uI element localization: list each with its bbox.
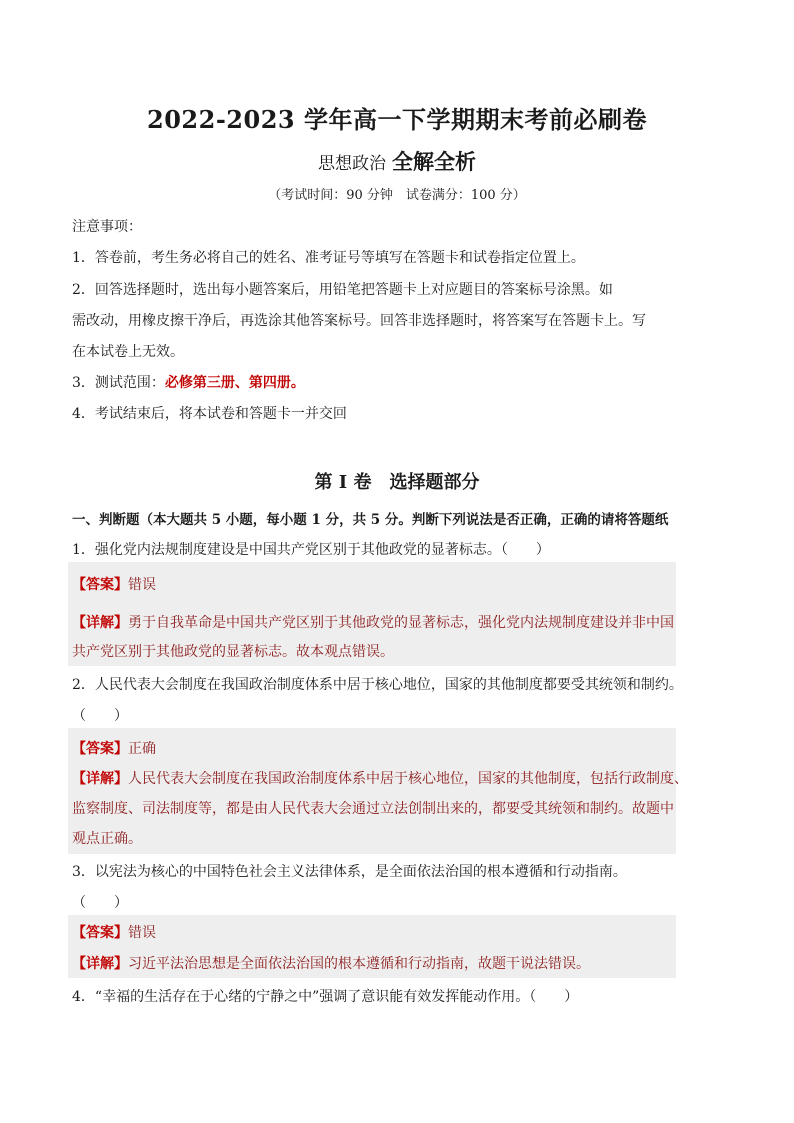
question-1: 1．强化党内法规制度建设是中国共产党区别于其他政党的显著标志。（ ） bbox=[72, 542, 550, 558]
answer-line-2 bbox=[72, 738, 156, 758]
detail-tag: 【详解】 bbox=[72, 615, 128, 631]
detail-tag: 【详解】 bbox=[72, 956, 128, 972]
answer-line-1 bbox=[72, 574, 156, 594]
note-item-3 bbox=[72, 372, 305, 392]
detail-text: 勇于自我革命是中国共产党区别于其他政党的显著标志，强化党内法规制度建设并非中国 bbox=[128, 615, 674, 631]
note-item-4: 4．考试结束后，将本试卷和答题卡一并交回 bbox=[72, 406, 347, 422]
test-range: 必修第三册、第四册。 bbox=[164, 375, 305, 391]
question-3-line-1: 3．以宪法为核心的中国特色社会主义法律体系，是全面依法治国的根本遵循和行动指南。 bbox=[72, 864, 627, 880]
note-item-3-prefix: 3．测试范围： bbox=[72, 375, 165, 391]
detail-line-1 bbox=[72, 768, 688, 788]
question-2-line-1: 2．人民代表大会制度在我国政治制度体系中居于核心地位，国家的其他制度都要受其统领和制约。 bbox=[72, 677, 683, 693]
note-item-2-line-2: 需改动，用橡皮擦干净后，再选涂其他答案标号。回答非选择题时，将答案写在答题卡上。写 bbox=[72, 313, 646, 329]
note-item-1: 1．答卷前，考生务必将自己的姓名、准考证号等填写在答题卡和试卷指定位置上。 bbox=[72, 250, 585, 266]
document-title: 2022-2023 学年高一下学期期末考前必刷卷 bbox=[147, 105, 647, 134]
answer-value: 错误 bbox=[128, 925, 156, 941]
answer-value: 正确 bbox=[128, 741, 156, 757]
exam-info: （考试时间：90 分钟 试卷满分：100 分） bbox=[268, 188, 526, 203]
section-title: 第 I 卷 选择题部分 bbox=[314, 472, 480, 493]
part-heading: 一、判断题（本大题共 5 小题，每小题 1 分，共 5 分。判断下列说法是否正确，正确的请将答题纸 bbox=[72, 512, 669, 528]
answer-value: 错误 bbox=[128, 577, 156, 593]
note-item-2-line-3: 在本试卷上无效。 bbox=[72, 344, 184, 360]
answer-tag: 【答案】 bbox=[72, 741, 128, 757]
detail-line-2: 监察制度、司法制度等，都是由人民代表大会通过立法创制出来的，都要受其统领和制约。故题中 bbox=[72, 801, 674, 817]
subject-bold-label: 全解全析 bbox=[392, 149, 476, 174]
question-4: 4．“幸福的生活存在于心绪的宁静之中”强调了意识能有效发挥能动作用。（ ） bbox=[72, 989, 579, 1005]
detail-line-3: 观点正确。 bbox=[72, 831, 142, 847]
subject-line bbox=[0, 146, 794, 176]
subject-label: 思想政治 bbox=[318, 154, 386, 174]
note-item-2-line-1: 2．回答选择题时，选出每小题答案后，用铅笔把答题卡上对应题目的答案标号涂黑。如 bbox=[72, 282, 613, 298]
detail-tag: 【详解】 bbox=[72, 771, 128, 787]
detail-line-1 bbox=[72, 612, 674, 632]
answer-box-3 bbox=[68, 915, 676, 978]
detail-line-2: 共产党区别于其他政党的显著标志。故本观点错误。 bbox=[72, 644, 394, 660]
answer-line-3 bbox=[72, 922, 156, 942]
question-3-line-2: （ ） bbox=[72, 895, 128, 911]
answer-tag: 【答案】 bbox=[72, 577, 128, 593]
detail-text: 人民代表大会制度在我国政治制度体系中居于核心地位，国家的其他制度，包括行政制度、 bbox=[128, 771, 688, 787]
detail-text: 习近平法治思想是全面依法治国的根本遵循和行动指南，故题干说法错误。 bbox=[128, 956, 590, 972]
answer-box-1 bbox=[68, 562, 676, 666]
detail-line-1 bbox=[72, 953, 590, 973]
notes-heading: 注意事项： bbox=[72, 219, 142, 235]
answer-tag: 【答案】 bbox=[72, 925, 128, 941]
answer-box-2 bbox=[68, 728, 688, 854]
question-2-line-2: （ ） bbox=[72, 708, 128, 724]
